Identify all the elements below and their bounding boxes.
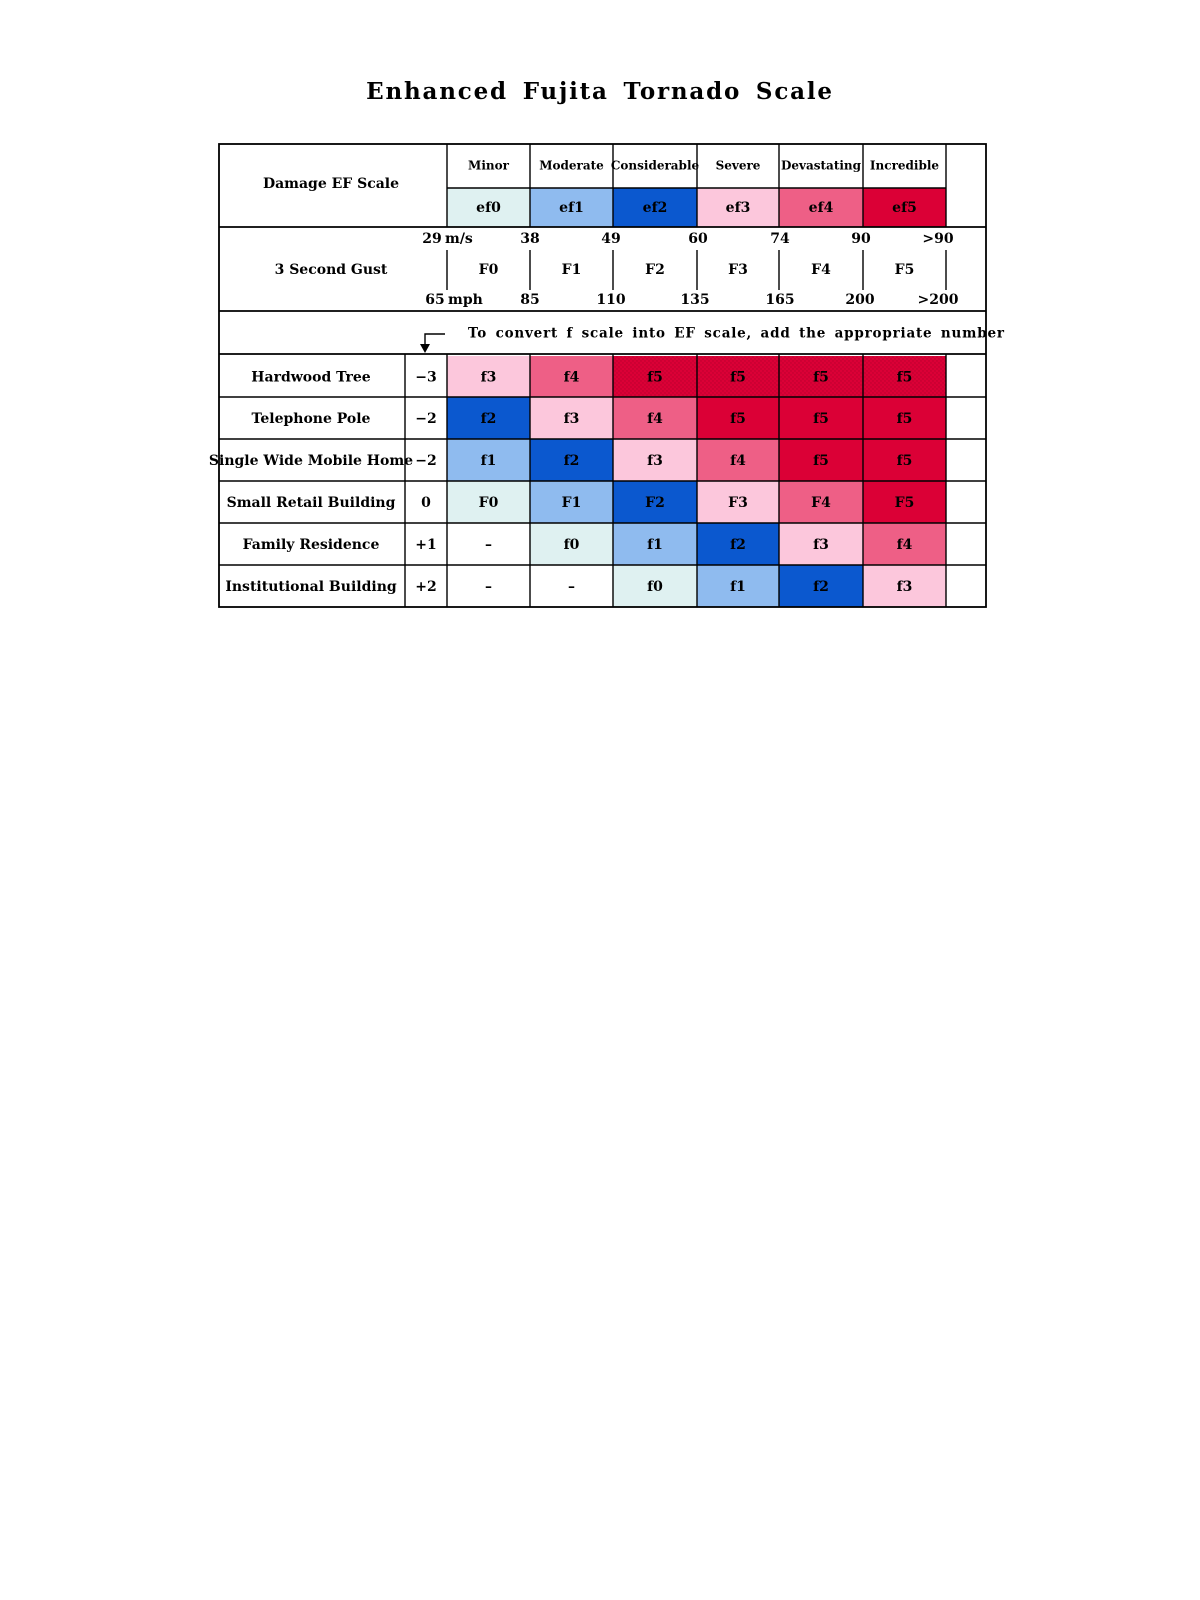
matrix-cell-label: f4 (647, 411, 663, 427)
matrix-cell-label: f3 (813, 537, 829, 553)
damage-descriptor: Minor (468, 158, 509, 173)
matrix-cell-label: f3 (563, 411, 580, 427)
adjustment-value: −2 (415, 453, 437, 469)
matrix-cell-label: F0 (478, 495, 499, 511)
matrix-cell-label: f2 (480, 411, 497, 427)
matrix-cell-label: – (568, 579, 575, 595)
f-category: F3 (728, 262, 748, 278)
damage-scale-label: Damage EF Scale (262, 176, 400, 192)
damage-descriptor: Moderate (539, 158, 604, 173)
matrix-cell-label: f5 (730, 369, 746, 386)
building-name: Telephone Pole (251, 411, 371, 427)
matrix-cell-label: f3 (896, 579, 913, 595)
adjustment-value: −2 (415, 411, 437, 427)
matrix-cell-label: – (485, 579, 492, 595)
matrix-cell-label: f4 (730, 453, 746, 469)
matrix-cell-label: f5 (813, 369, 829, 386)
ef-code-label: ef4 (808, 200, 834, 216)
gust-ms-value: 60 (688, 231, 708, 247)
ef-code-label: ef5 (892, 200, 917, 216)
gust-mph-value: 110 (596, 292, 626, 308)
adjustment-value: 0 (421, 495, 431, 511)
matrix-cell-label: f5 (730, 411, 746, 427)
damage-descriptor: Devastating (780, 158, 862, 173)
gust-ms-unit: m/s (445, 231, 473, 247)
matrix-cell-label: F1 (561, 495, 582, 511)
matrix-cell-label: f5 (813, 411, 829, 427)
f-category: F0 (478, 262, 499, 278)
conversion-note: To convert f scale into EF scale, add the appropriate number (468, 325, 1005, 342)
matrix-cell-label: F5 (894, 495, 915, 511)
gust-ms-value: 29 (422, 231, 442, 247)
f-category: F5 (894, 262, 915, 278)
building-name: Single Wide Mobile Home (208, 453, 414, 469)
matrix-cell-label: f5 (896, 411, 913, 427)
gust-mph-unit: mph (448, 292, 483, 308)
gust-ms-value: >90 (922, 231, 954, 247)
matrix-cell-label: f2 (730, 537, 746, 553)
matrix-cell-label: f2 (563, 453, 580, 469)
gust-label: 3 Second Gust (274, 262, 388, 278)
gust-mph-value: 165 (765, 292, 795, 308)
gust-mph-value: 135 (680, 292, 710, 308)
matrix-cell-label: f3 (480, 369, 497, 386)
damage-descriptor: Incredible (869, 158, 940, 173)
building-name: Institutional Building (225, 579, 397, 595)
gust-ms-value: 38 (520, 231, 540, 247)
matrix-cell-label: f1 (647, 537, 663, 553)
ef-code-label: ef1 (559, 200, 584, 216)
matrix-cell-label: – (485, 537, 492, 553)
gust-mph-value: 85 (520, 292, 540, 308)
building-name: Hardwood Tree (251, 369, 371, 386)
f-category: F2 (645, 262, 665, 278)
matrix-cell-label: f5 (896, 369, 913, 386)
matrix-cell-label: f0 (647, 579, 663, 595)
f-category: F1 (561, 262, 582, 278)
ef-code-label: ef0 (476, 200, 501, 216)
page-title: Enhanced Fujita Tornado Scale (366, 78, 834, 105)
gust-mph-value: 200 (845, 292, 875, 308)
gust-ms-value: 49 (601, 231, 621, 247)
damage-descriptor: Considerable (610, 158, 700, 173)
building-name: Family Residence (242, 537, 380, 553)
gust-ms-value: 90 (851, 231, 871, 247)
matrix-cell-label: F4 (811, 495, 831, 511)
matrix-cell-label: f5 (647, 369, 663, 386)
matrix-cell-label: f2 (813, 579, 829, 595)
arrowhead-icon (420, 344, 430, 353)
matrix-cell-label: F3 (728, 495, 748, 511)
adjustment-value: +1 (415, 537, 437, 553)
matrix-cell-label: f3 (647, 453, 663, 469)
gust-mph-value: 65 (425, 292, 445, 308)
adjustment-value: −3 (415, 369, 437, 386)
f-category: F4 (811, 262, 831, 278)
damage-descriptor: Severe (715, 158, 761, 173)
gust-ms-value: 74 (770, 231, 790, 247)
ef-code-label: ef3 (725, 200, 751, 216)
matrix-cell-label: f1 (730, 579, 746, 595)
matrix-cell-label: f0 (563, 537, 580, 553)
building-name: Small Retail Building (226, 495, 396, 511)
ef-code-label: ef2 (642, 200, 668, 216)
matrix-cell-label: f4 (896, 537, 913, 553)
matrix-cell-label: f5 (813, 453, 829, 469)
matrix-cell-label: f4 (563, 369, 580, 386)
matrix-cell-label: f5 (896, 453, 913, 469)
gust-mph-value: >200 (917, 292, 959, 308)
adjustment-value: +2 (415, 579, 437, 595)
matrix-cell-label: F2 (645, 495, 665, 511)
matrix-cell-label: f1 (480, 453, 497, 469)
